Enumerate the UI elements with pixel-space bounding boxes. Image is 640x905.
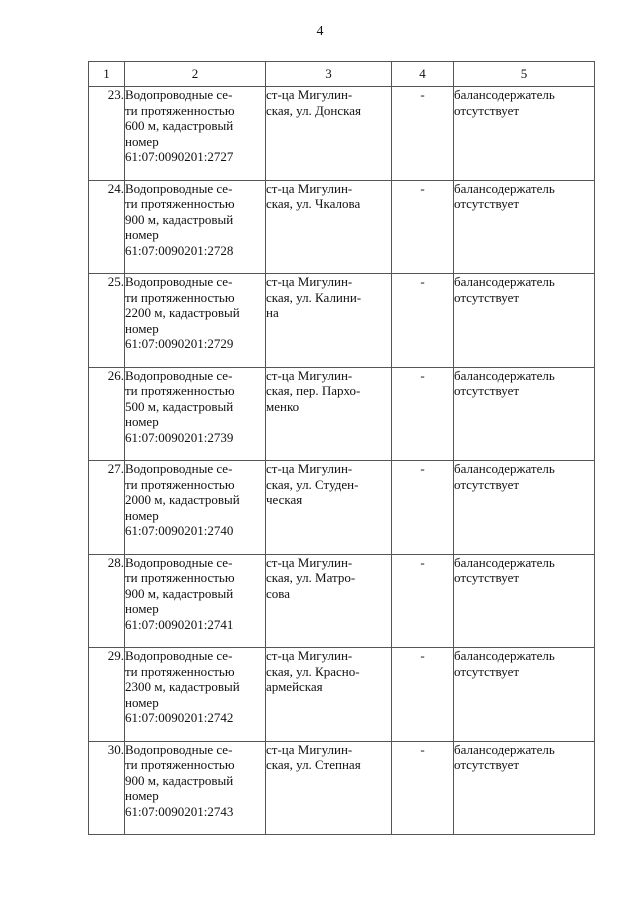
address-line: ст-ца Мигулин- [266, 461, 353, 476]
row-number: 29. [89, 648, 125, 742]
balance-holder-line: балансодержатель [454, 274, 555, 289]
object-name-cell [125, 367, 266, 461]
address-line: ская, ул. Красно- [266, 663, 360, 679]
row-number: 26. [89, 367, 125, 461]
object-name-line: номер [125, 507, 159, 523]
object-name-line: ти протяженностью [125, 289, 235, 305]
table-body [89, 87, 595, 835]
address-line: ская, ул. Степная [266, 757, 361, 772]
object-name-line: Водопроводные се- [125, 367, 233, 383]
object-name-line: номер [125, 320, 159, 336]
address-cell [266, 367, 392, 461]
object-name-line: 61:07:0090201:2743 [125, 803, 234, 819]
object-name-cell [125, 741, 266, 835]
object-name-line: 61:07:0090201:2728 [125, 242, 234, 258]
balance-holder-cell [454, 367, 595, 461]
column-4-value: - [392, 87, 454, 181]
object-name-line: ти протяженностью [125, 476, 235, 492]
column-header-1: 1 [89, 62, 125, 87]
balance-holder-line: отсутствует [454, 289, 520, 305]
object-name-line: 61:07:0090201:2739 [125, 429, 234, 445]
column-header-4: 4 [392, 62, 454, 87]
object-name-line: ти протяженностью [125, 196, 235, 211]
row-number: 27. [89, 461, 125, 555]
object-name-line: номер [125, 414, 159, 429]
balance-holder-line: балансодержатель [454, 461, 555, 476]
address-cell [266, 87, 392, 181]
balance-holder-cell [454, 180, 595, 274]
row-number: 28. [89, 554, 125, 648]
object-name-line: ти протяженностью [125, 757, 235, 772]
object-name-line: ти протяженностью [125, 570, 235, 585]
balance-holder-line: отсутствует [454, 196, 520, 211]
balance-holder-line: балансодержатель [454, 741, 555, 757]
address-line: ская, ул. Студен- [266, 476, 359, 492]
object-name-line: 61:07:0090201:2742 [125, 710, 234, 725]
address-line: ская, ул. Матро- [266, 570, 356, 585]
balance-holder-line: отсутствует [454, 102, 520, 118]
column-header-2: 2 [125, 62, 266, 87]
object-name-cell [125, 461, 266, 555]
row-number: 30. [89, 741, 125, 835]
column-4-value: - [392, 461, 454, 555]
address-line: ская, ул. Чкалова [266, 196, 361, 211]
object-name-line: Водопроводные се- [125, 180, 233, 196]
balance-holder-cell [454, 87, 595, 181]
object-name-line: номер [125, 788, 159, 803]
address-line: ст-ца Мигулин- [266, 554, 353, 570]
header-row [89, 62, 595, 87]
object-name-line: Водопроводные се- [125, 87, 233, 102]
object-name-line: 61:07:0090201:2740 [125, 523, 234, 538]
balance-holder-cell [454, 274, 595, 368]
table-row [89, 274, 595, 368]
address-line: ст-ца Мигулин- [266, 274, 353, 289]
address-line: ская, ул. Донская [266, 102, 362, 118]
object-name-line: 61:07:0090201:2727 [125, 149, 234, 164]
address-cell [266, 274, 392, 368]
address-cell [266, 180, 392, 274]
column-header-5: 5 [454, 62, 595, 87]
table-row [89, 367, 595, 461]
object-name-line: 61:07:0090201:2741 [125, 616, 234, 632]
object-name-line: 900 м, кадастровый [125, 772, 234, 788]
balance-holder-line: балансодержатель [454, 87, 555, 102]
address-line: ст-ца Мигулин- [266, 87, 353, 102]
address-line: армейская [266, 679, 323, 694]
object-name-line: 2200 м, кадастровый [125, 305, 240, 320]
object-name-cell [125, 648, 266, 742]
address-line: на [266, 305, 279, 320]
balance-holder-line: отсутствует [454, 383, 520, 398]
object-name-line: 900 м, кадастровый [125, 211, 234, 227]
object-name-line: номер [125, 694, 159, 710]
address-line: ст-ца Мигулин- [266, 741, 353, 757]
object-name-cell [125, 87, 266, 181]
address-cell [266, 741, 392, 835]
column-header-3: 3 [266, 62, 392, 87]
column-4-value: - [392, 180, 454, 274]
address-cell [266, 461, 392, 555]
object-name-line: ти протяженностью [125, 102, 235, 118]
row-number: 25. [89, 274, 125, 368]
address-line: менко [266, 398, 300, 414]
object-name-line: 61:07:0090201:2729 [125, 336, 234, 351]
table-row [89, 741, 595, 835]
column-4-value: - [392, 554, 454, 648]
table-row [89, 648, 595, 742]
address-line: сова [266, 585, 291, 601]
address-line: ская, ул. Калини- [266, 289, 362, 305]
address-line: ст-ца Мигулин- [266, 367, 353, 383]
object-name-line: Водопроводные се- [125, 274, 233, 289]
balance-holder-line: балансодержатель [454, 367, 555, 383]
object-name-line: Водопроводные се- [125, 648, 233, 663]
object-name-line: номер [125, 601, 159, 616]
balance-holder-cell [454, 741, 595, 835]
object-name-line: 2000 м, кадастровый [125, 492, 240, 507]
page-number: 4 [316, 24, 324, 39]
balance-holder-line: балансодержатель [454, 180, 555, 196]
column-4-value: - [392, 274, 454, 368]
object-name-line: ти протяженностью [125, 383, 235, 398]
balance-holder-line: отсутствует [454, 663, 520, 679]
object-name-line: Водопроводные се- [125, 461, 233, 476]
object-name-line: номер [125, 133, 159, 149]
address-cell [266, 648, 392, 742]
balance-holder-cell [454, 648, 595, 742]
address-line: ская, пер. Пархо- [266, 383, 361, 398]
object-name-line: 600 м, кадастровый [125, 118, 234, 133]
balance-holder-cell [454, 461, 595, 555]
object-name-line: ти протяженностью [125, 663, 235, 679]
address-line: ст-ца Мигулин- [266, 648, 353, 663]
balance-holder-line: отсутствует [454, 476, 520, 492]
registry-table [88, 61, 595, 835]
address-cell [266, 554, 392, 648]
table-row [89, 180, 595, 274]
object-name-cell [125, 274, 266, 368]
object-name-line: 2300 м, кадастровый [125, 679, 240, 694]
object-name-cell [125, 180, 266, 274]
table-row [89, 87, 595, 181]
object-name-line: Водопроводные се- [125, 741, 233, 757]
object-name-line: Водопроводные се- [125, 554, 233, 570]
object-name-line: 900 м, кадастровый [125, 585, 234, 601]
table-row [89, 461, 595, 555]
balance-holder-cell [454, 554, 595, 648]
row-number: 23. [89, 87, 125, 181]
address-line: ст-ца Мигулин- [266, 180, 353, 196]
column-4-value: - [392, 741, 454, 835]
object-name-line: 500 м, кадастровый [125, 398, 234, 414]
balance-holder-line: балансодержатель [454, 648, 555, 663]
balance-holder-line: отсутствует [454, 757, 520, 772]
address-line: ческая [266, 492, 303, 507]
balance-holder-line: отсутствует [454, 570, 520, 585]
object-name-cell [125, 554, 266, 648]
object-name-line: номер [125, 227, 159, 242]
column-4-value: - [392, 367, 454, 461]
column-4-value: - [392, 648, 454, 742]
balance-holder-line: балансодержатель [454, 554, 555, 570]
table-row [89, 554, 595, 648]
row-number: 24. [89, 180, 125, 274]
